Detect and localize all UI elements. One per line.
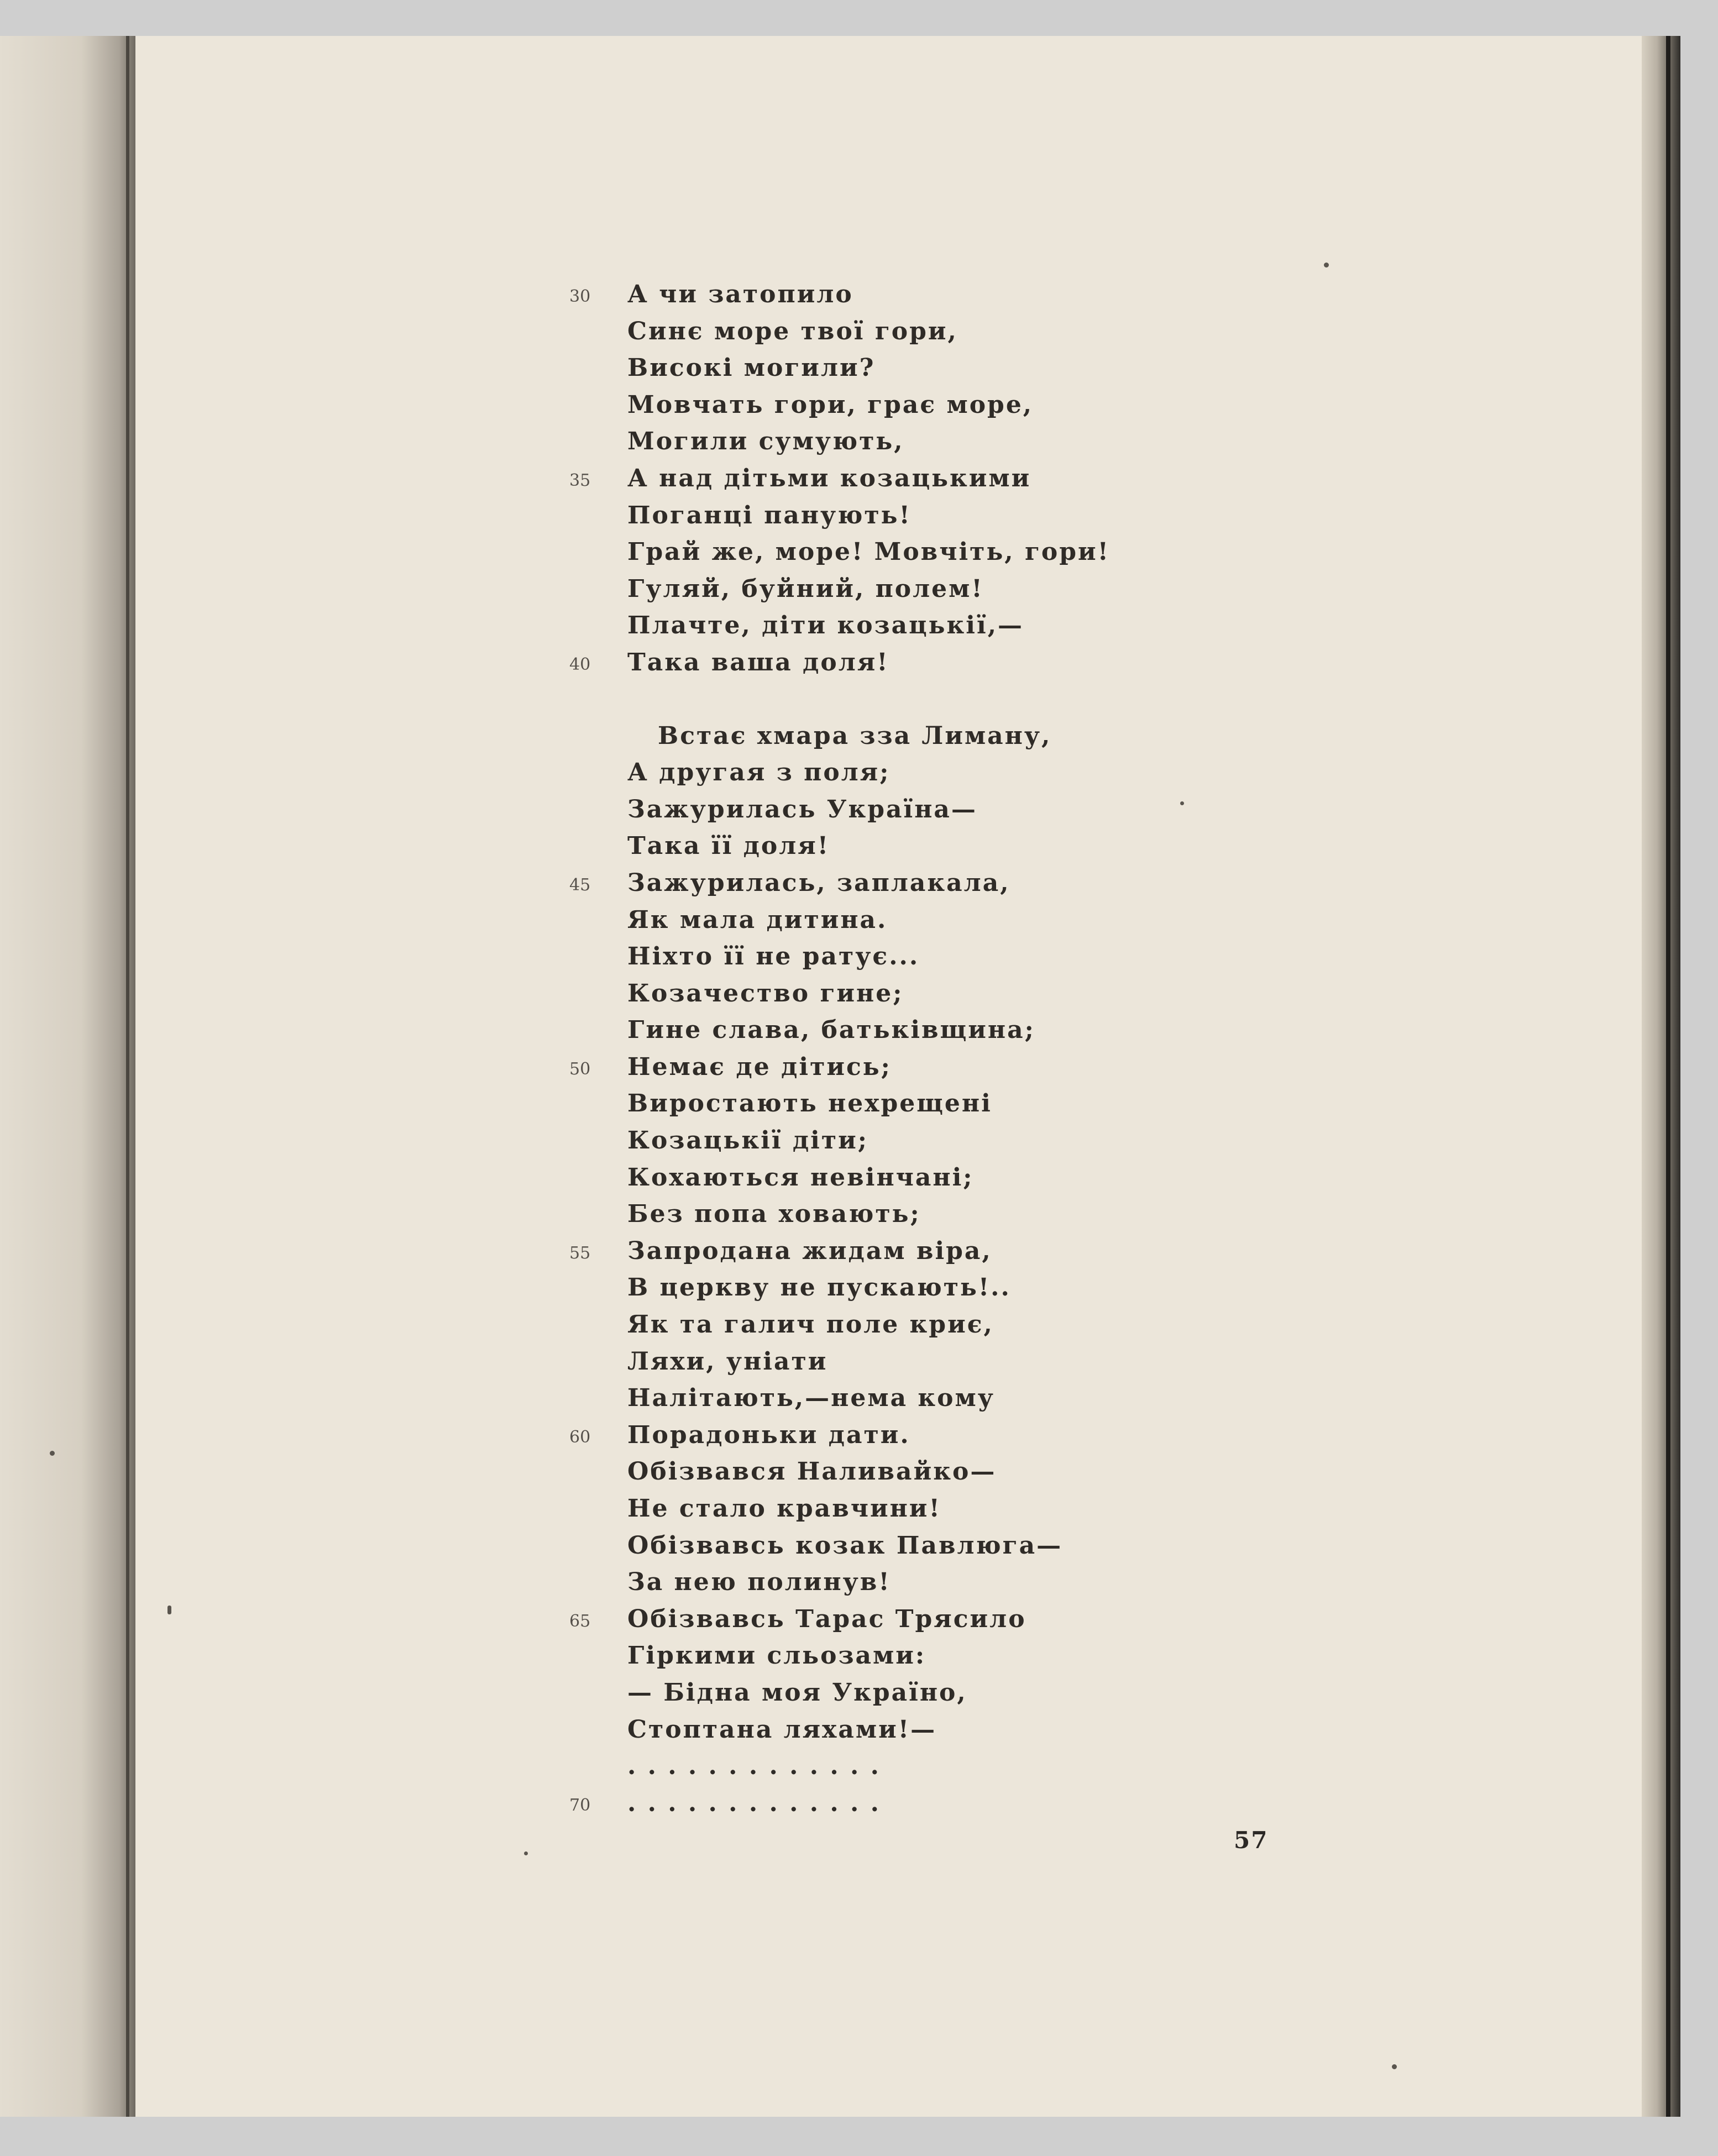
verse-text: Немає де дітись; <box>627 1052 892 1081</box>
verse-text: Не стало кравчини! <box>627 1494 941 1523</box>
verse-text: Без попа ховають; <box>627 1200 921 1229</box>
verse-text: Козачество гине; <box>627 979 904 1008</box>
verse-text: — Бідна моя Україно, <box>627 1678 967 1707</box>
paper-speck <box>1324 263 1329 267</box>
verse-text: Кохаються невінчані; <box>627 1163 974 1192</box>
verse-text: Така ваша доля! <box>627 648 889 676</box>
book-page <box>0 36 1680 2117</box>
verse-text: Грай же, море! Мовчіть, гори! <box>627 538 1110 566</box>
line-number: 30 <box>569 287 591 306</box>
verse-text: Порадоньки дати. <box>627 1420 910 1449</box>
paper-speck <box>1392 2064 1397 2069</box>
line-number: 60 <box>569 1427 591 1447</box>
verse-text: Зажурилась Україна— <box>627 795 977 823</box>
verse-text: А чи затопило <box>627 280 853 308</box>
verse-text: Обізвавсь Тарас Трясило <box>627 1604 1026 1633</box>
line-number: 35 <box>569 470 591 490</box>
verse-text: Обізвався Наливайко— <box>627 1457 997 1486</box>
line-number: 70 <box>569 1795 591 1815</box>
verse-text: Плачте, діти козацькії,— <box>627 611 1024 640</box>
paper-speck <box>1180 801 1184 805</box>
verse-text: Запродана жидам віра, <box>627 1236 992 1265</box>
verse-text: Як мала дитина. <box>627 905 888 934</box>
verse-text: Високі могили? <box>627 354 876 382</box>
verse-text: Козацькії діти; <box>627 1126 869 1155</box>
paper-speck <box>167 1606 171 1614</box>
line-number: 40 <box>569 654 591 674</box>
verse-text: А другая з поля; <box>627 758 891 787</box>
verse-text: Стоптана ляхами!— <box>627 1715 937 1744</box>
verse-text: Могили сумують, <box>627 427 904 456</box>
verse-text: За нею полинув! <box>627 1568 891 1597</box>
verse-text: Поганці панують! <box>627 501 912 529</box>
verse-text: . . . . . . . . . . . . . <box>627 1752 881 1781</box>
book-gutter <box>0 36 135 2117</box>
line-number: 50 <box>569 1059 591 1079</box>
verse-text: . . . . . . . . . . . . . <box>627 1788 881 1817</box>
page-number: 57 <box>1234 1827 1269 1854</box>
verse-text: Встає хмара зза Лиману, <box>658 721 1052 750</box>
verse-text: Виростають нехрещені <box>627 1089 992 1118</box>
verse-text: Гине слава, батьківщина; <box>627 1016 1035 1045</box>
paper-speck <box>524 1851 528 1855</box>
verse-text: Синє море твої гори, <box>627 317 958 345</box>
verse-text: Мовчать гори, грає море, <box>627 390 1034 419</box>
gutter-shadow <box>126 36 129 2117</box>
verse-text: Ніхто її не ратує... <box>627 942 920 971</box>
verse-text: Гіркими сльозами: <box>627 1641 926 1670</box>
verse-text: Така її доля! <box>627 832 830 861</box>
verse-text: Гуляй, буйний, полем! <box>627 574 984 603</box>
page-edge-shadow <box>1666 36 1670 2117</box>
verse-text: Ляхи, уніати <box>627 1347 828 1376</box>
paper-speck <box>50 1451 55 1456</box>
verse-text: Налітають,—нема кому <box>627 1384 995 1413</box>
verse-text: А над дітьми козацькими <box>627 464 1031 492</box>
page-edge <box>1642 36 1680 2117</box>
verse-text: В церкву не пускають!.. <box>627 1273 1011 1302</box>
verse-text: Як та галич поле криє, <box>627 1310 994 1339</box>
line-number: 55 <box>569 1243 591 1263</box>
verse-text: Зажурилась, заплакала, <box>627 868 1010 897</box>
line-number: 45 <box>569 875 591 895</box>
verse-text: Обізвавсь козак Павлюга— <box>627 1531 1063 1560</box>
line-number: 65 <box>569 1611 591 1631</box>
